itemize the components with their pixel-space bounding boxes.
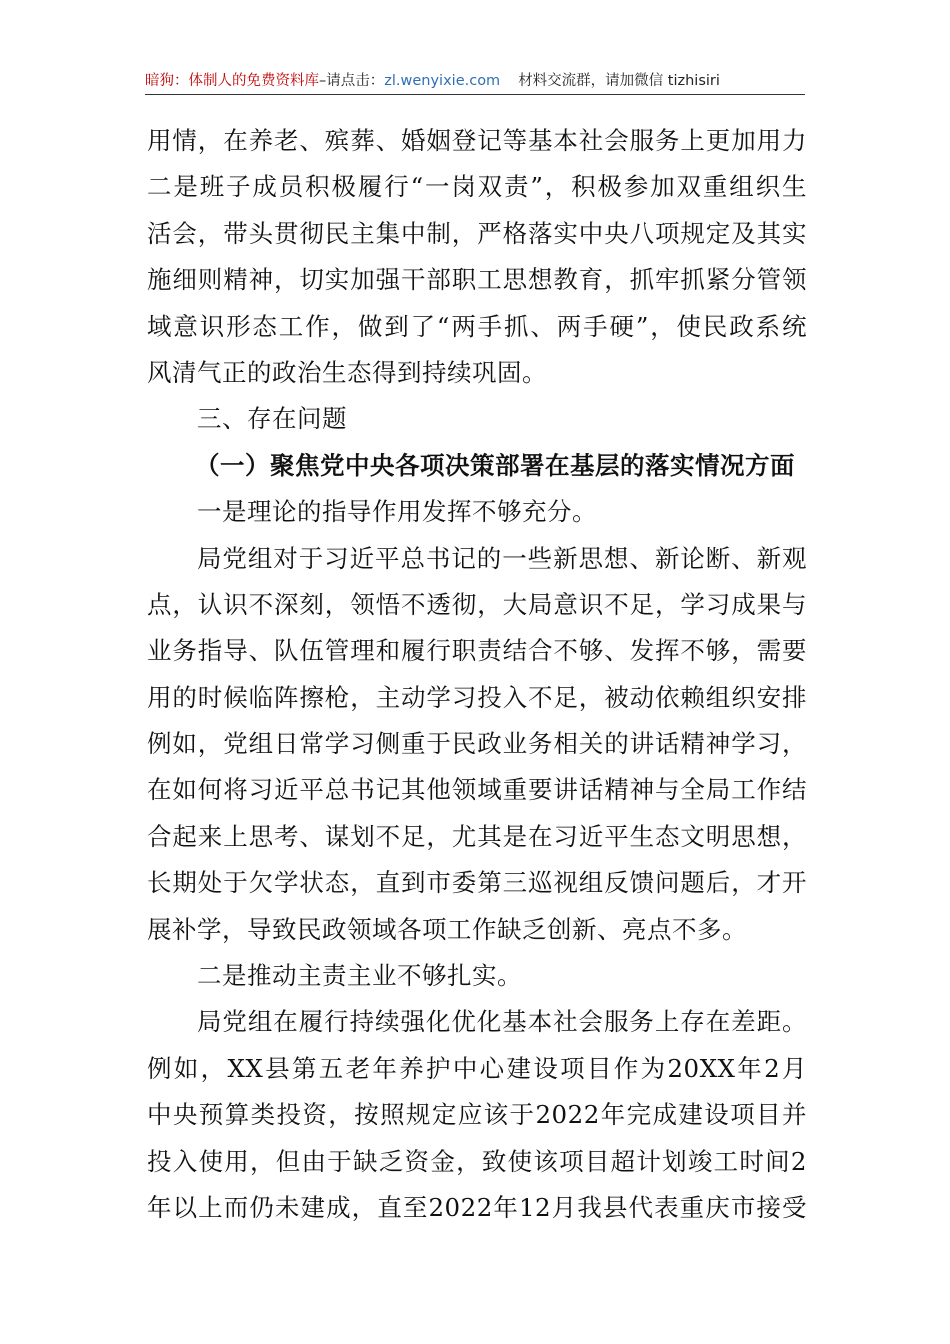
body-line: 合起来上思考、谋划不足，尤其是在习近平生态文明思想， — [147, 821, 807, 851]
body-line: 域意识形态工作，做到了“两手抓、两手硬”，使民政系统 — [147, 311, 807, 341]
header-site-name: 暗狗：体制人的免费资料库 — [145, 73, 319, 89]
body-line: 在如何将习近平总书记其他领域重要讲话精神与全局工作结 — [147, 775, 807, 805]
body-line: 例如，XX县第五老年养护中心建设项目作为20XX年2月 — [147, 1053, 807, 1083]
body-line: 长期处于欠学状态，直到市委第三巡视组反馈问题后，才开 — [147, 868, 807, 898]
subsection-heading: （一）聚焦党中央各项决策部署在基层的落实情况方面 — [195, 450, 795, 480]
header-wechat-note: 材料交流群，请加微信 tizhisiri — [518, 73, 720, 89]
body-line: 例如，党组日常学习侧重于民政业务相关的讲话精神学习， — [147, 729, 807, 759]
body-line: 施细则精神，切实加强干部职工思想教育，抓牢抓紧分管领 — [147, 265, 807, 295]
section-heading: 三、存在问题 — [197, 404, 347, 434]
body-line: 活会，带头贯彻民主集中制，严格落实中央八项规定及其实 — [147, 218, 807, 248]
body-line: 局党组对于习近平总书记的一些新思想、新论断、新观 — [197, 543, 807, 573]
body-line: 业务指导、队伍管理和履行职责结合不够、发挥不够，需要 — [147, 636, 807, 666]
document-body — [147, 118, 807, 1231]
point-heading: 一是理论的指导作用发挥不够充分。 — [197, 497, 597, 527]
header-url-link[interactable]: zl.wenyixie.com — [384, 73, 501, 89]
body-line: 用的时候临阵擦枪，主动学习投入不足，被动依赖组织安排 — [147, 682, 807, 712]
body-line: 展补学，导致民政领域各项工作缺乏创新、亮点不多。 — [147, 914, 747, 944]
page-header — [145, 70, 805, 95]
body-line: 年以上而仍未建成，直至2022年12月我县代表重庆市接受 — [147, 1192, 807, 1222]
body-line: 二是班子成员积极履行“一岗双责”，积极参加双重组织生 — [147, 172, 807, 202]
point-heading: 二是推动主责主业不够扎实。 — [197, 961, 522, 991]
body-line: 点，认识不深刻，领悟不透彻，大局意识不足，学习成果与 — [147, 589, 807, 619]
body-line: 用情，在养老、殡葬、婚姻登记等基本社会服务上更加用力 — [147, 126, 807, 155]
body-line: 中央预算类投资，按照规定应该于2022年完成建设项目并 — [147, 1100, 807, 1130]
body-line: 投入使用，但由于缺乏资金，致使该项目超计划竣工时间2 — [147, 1146, 807, 1176]
body-line: 风清气正的政治生态得到持续巩固。 — [147, 357, 547, 387]
header-click-prompt: –请点击： — [319, 73, 385, 89]
body-line: 局党组在履行持续强化优化基本社会服务上存在差距。 — [197, 1007, 807, 1037]
